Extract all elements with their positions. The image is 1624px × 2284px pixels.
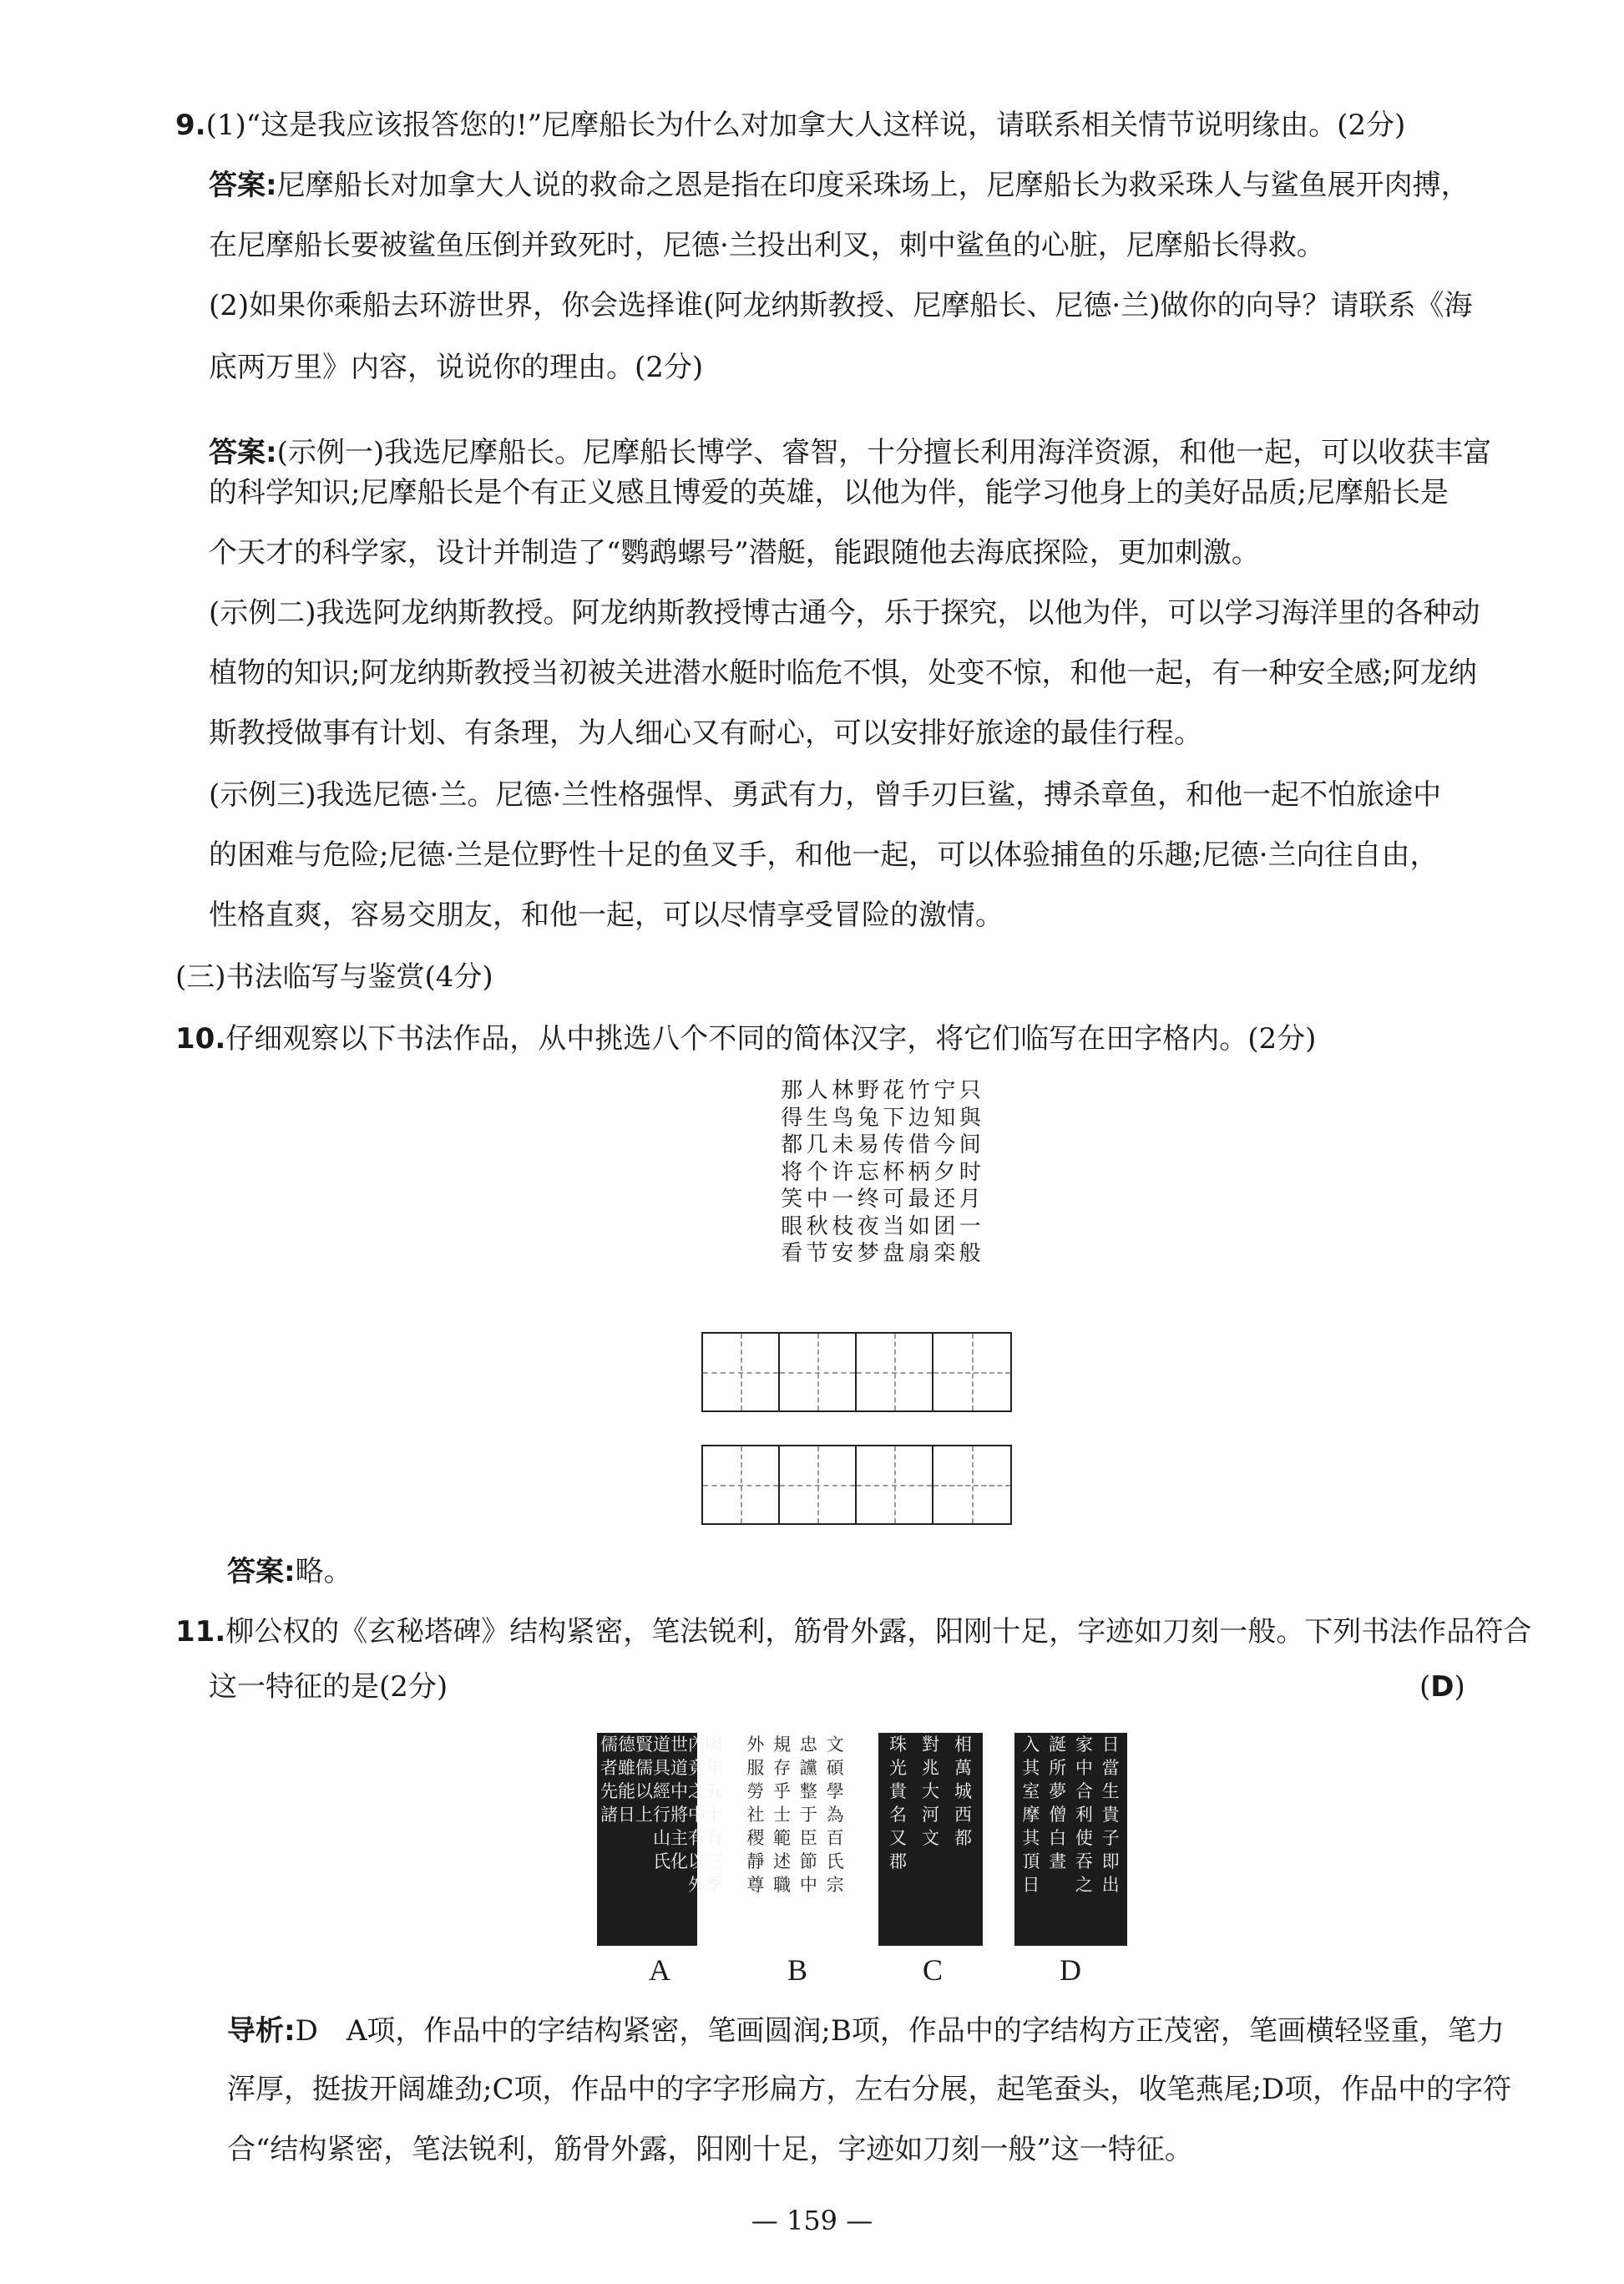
answer-label: 答案: — [209, 169, 277, 202]
tianzige-row-2 — [701, 1445, 1012, 1525]
calligraphy-column: 忠 讜 整 于 臣 節 中 — [799, 1735, 817, 1895]
q9-part1-answer-line1: 答案:尼摩船长对加拿大人说的救命之恩是指在印度采珠场上，尼摩船长为救采珠人与鲨鱼展开肉搏， — [209, 169, 1470, 202]
calligraphy-column: 相 萬 城 西 都 — [954, 1735, 972, 1848]
q9-example1-line3: 个天才的科学家，设计并制造了“鹦鹉螺号”潜艇，能跟随他去海底探险，更加刺激。 — [209, 536, 1260, 570]
option-label-c: C — [922, 1953, 943, 1987]
q9-example3-line1: (示例三)我选尼德·兰。尼德·兰性格强悍、勇武有力，曾手刃巨鲨，搏杀章鱼，和他一起不怕旅途中 — [209, 778, 1442, 812]
poem-column: 那 得 都 将 笑 眼 看 — [781, 1078, 803, 1266]
tianzige-cell[interactable] — [703, 1334, 780, 1410]
option-label-d: D — [1060, 1953, 1081, 1987]
analysis-label: 导析: — [227, 2014, 296, 2048]
calligraphy-column: 規 存 乎 士 範 述 職 — [773, 1735, 792, 1895]
q9-part2-question-line1: (2)如果你乘船去环游世界，你会选择谁(阿龙纳斯教授、尼摩船长、尼德·兰)做你的向导？请联系《海 — [209, 289, 1473, 322]
tianzige-cell[interactable] — [857, 1446, 933, 1523]
q11-answer-bracket: (D) — [1419, 1670, 1465, 1704]
q9-example1-line1: 答案:(示例一)我选尼摩船长。尼摩船长博学、睿智，十分擅长利用海洋资源，和他一起，可以收获丰富 — [209, 436, 1492, 469]
calligraphy-column: 對 兆 大 河 文 — [922, 1735, 939, 1848]
q9-number: 9. — [175, 109, 206, 142]
calligraphy-column: 嗚 年 五 十 有 三 季 — [706, 1735, 723, 1895]
q11-question-line2: 这一特征的是(2分) — [209, 1670, 448, 1704]
poem-column: 花 下 传 杯 可 当 盘 — [883, 1078, 905, 1266]
calligraphy-option-c[interactable] — [878, 1733, 983, 1946]
q9-example2-line2: 植物的知识;阿龙纳斯教授当初被关进潜水艇时临危不惧，处变不惊，和他一起，有一种安全感;阿龙纳 — [209, 656, 1477, 690]
section3-heading: (三)书法临写与鉴赏(4分) — [175, 960, 493, 994]
q9-part1-question: 9.(1)“这是我应该报答您的!”尼摩船长为什么对加拿大人这样说，请联系相关情节说明缘由。(2分) — [175, 109, 1406, 142]
calligraphy-column: 文 碩 學 為 百 氏 宗 — [826, 1735, 844, 1895]
tianzige-cell[interactable] — [933, 1446, 1010, 1523]
calligraphy-column: 珠 光 貴 名 又 郡 — [889, 1735, 907, 1871]
calligraphy-column: 家 中 合 利 使 吞 之 — [1075, 1735, 1093, 1895]
q11-question-line1: 11.柳公权的《玄秘塔碑》结构紧密，笔法锐利，筋骨外露，阳刚十足，字迹如刀刻一般。下列书法作品符合 — [175, 1615, 1532, 1648]
poem-column: 竹 边 借 柄 最 如 扇 — [908, 1078, 930, 1266]
answer-label: 答案: — [209, 436, 277, 469]
calligraphy-option-d[interactable] — [1014, 1733, 1127, 1946]
answer-label: 答案: — [227, 1555, 296, 1588]
q10-answer: 答案:略。 — [227, 1555, 352, 1588]
calligraphy-column: 儒 者 先 諸 — [600, 1735, 618, 1825]
q9-example2-line1: (示例二)我选阿龙纳斯教授。阿龙纳斯教授博古通今，乐于探究，以他为伴，可以学习海洋里的各种动 — [209, 596, 1480, 630]
q9-example2-line3: 斯教授做事有计划、有条理，为人细心又有耐心，可以安排好旅途的最佳行程。 — [209, 717, 1202, 750]
calligraphy-column: 道 具 經 行 山 氏 — [653, 1735, 670, 1871]
q9-part1-answer-line2: 在尼摩船长要被鲨鱼压倒并致死时，尼德·兰投出利叉，刺中鲨鱼的心脏，尼摩船长得救。 — [209, 229, 1325, 262]
q9-example3-line3: 性格直爽，容易交朋友，和他一起，可以尽情享受冒险的激情。 — [209, 899, 1004, 932]
poem-column: 林 鸟 未 许 一 枝 安 — [832, 1078, 854, 1266]
q9-example3-line2: 的困难与危险;尼德·兰是位野性十足的鱼叉手，和他一起，可以体验捕鱼的乐趣;尼德·兰向往自由， — [209, 838, 1439, 872]
calligraphy-column: 日 當 生 貴 子 即 出 — [1101, 1735, 1120, 1895]
tianzige-cell[interactable] — [780, 1446, 857, 1523]
q11-analysis-line3: 合“结构紧密，笔法锐利，筋骨外露，阳刚十足，字迹如刀刻一般”这一特征。 — [227, 2133, 1193, 2166]
q10-number: 10. — [175, 1022, 226, 1056]
calligraphy-column: 內 竟 之 中 有 以 外 — [688, 1735, 706, 1895]
calligraphy-column: 入 其 室 摩 其 頂 日 — [1022, 1735, 1040, 1895]
calligraphy-option-a[interactable] — [597, 1733, 723, 1946]
option-label-b: B — [787, 1953, 807, 1987]
tianzige-cell[interactable] — [857, 1334, 933, 1410]
option-label-a: A — [649, 1953, 670, 1987]
tianzige-row-1 — [701, 1332, 1012, 1412]
poem-column: 只 與 间 时 月 一 般 — [959, 1078, 981, 1266]
q11-analysis-line2: 浑厚，挺拔开阔雄劲;C项，作品中的字字形扁方，左右分展，起笔蚕头，收笔燕尾;D项，作品中的字符 — [227, 2073, 1512, 2106]
calligraphy-column: 世 道 中 將 主 化 — [670, 1735, 688, 1871]
poem-column: 野 兔 易 忘 终 夜 梦 — [857, 1078, 879, 1266]
calligraphy-column: 德 雖 能 日 — [618, 1735, 635, 1825]
page-number: — 159 — — [751, 2205, 873, 2236]
poem-column: 宁 知 今 夕 还 团 栾 — [933, 1078, 956, 1266]
q9-part2-question-line2: 底两万里》内容，说说你的理由。(2分) — [209, 351, 704, 384]
calligraphy-column: 賢 儒 以 上 — [635, 1735, 653, 1825]
q9-example1-line2: 的科学知识;尼摩船长是个有正义感且博爱的英雄，以他为伴，能学习他身上的美好品质;尼摩船长是 — [209, 476, 1449, 509]
q11-number: 11. — [175, 1615, 226, 1648]
calligraphy-column: 外 服 勞 社 稷 靜 尊 — [746, 1735, 765, 1895]
tianzige-cell[interactable] — [780, 1334, 857, 1410]
tianzige-cell[interactable] — [933, 1334, 1010, 1410]
q10-question: 10.仔细观察以下书法作品，从中挑选八个不同的简体汉字，将它们临写在田字格内。(2分) — [175, 1022, 1317, 1056]
calligraphy-poem — [781, 1077, 981, 1268]
calligraphy-option-b[interactable] — [739, 1733, 852, 1946]
q11-answer-choice: D — [1430, 1670, 1455, 1704]
tianzige-cell[interactable] — [703, 1446, 780, 1523]
calligraphy-column: 誕 所 夢 僧 白 晝 — [1049, 1735, 1067, 1871]
q11-analysis-line1: 导析:D A项，作品中的字结构紧密，笔画圆润;B项，作品中的字结构方正茂密，笔画横轻竖重，笔力 — [227, 2014, 1505, 2048]
poem-column: 人 生 几 个 中 秋 节 — [806, 1078, 828, 1266]
